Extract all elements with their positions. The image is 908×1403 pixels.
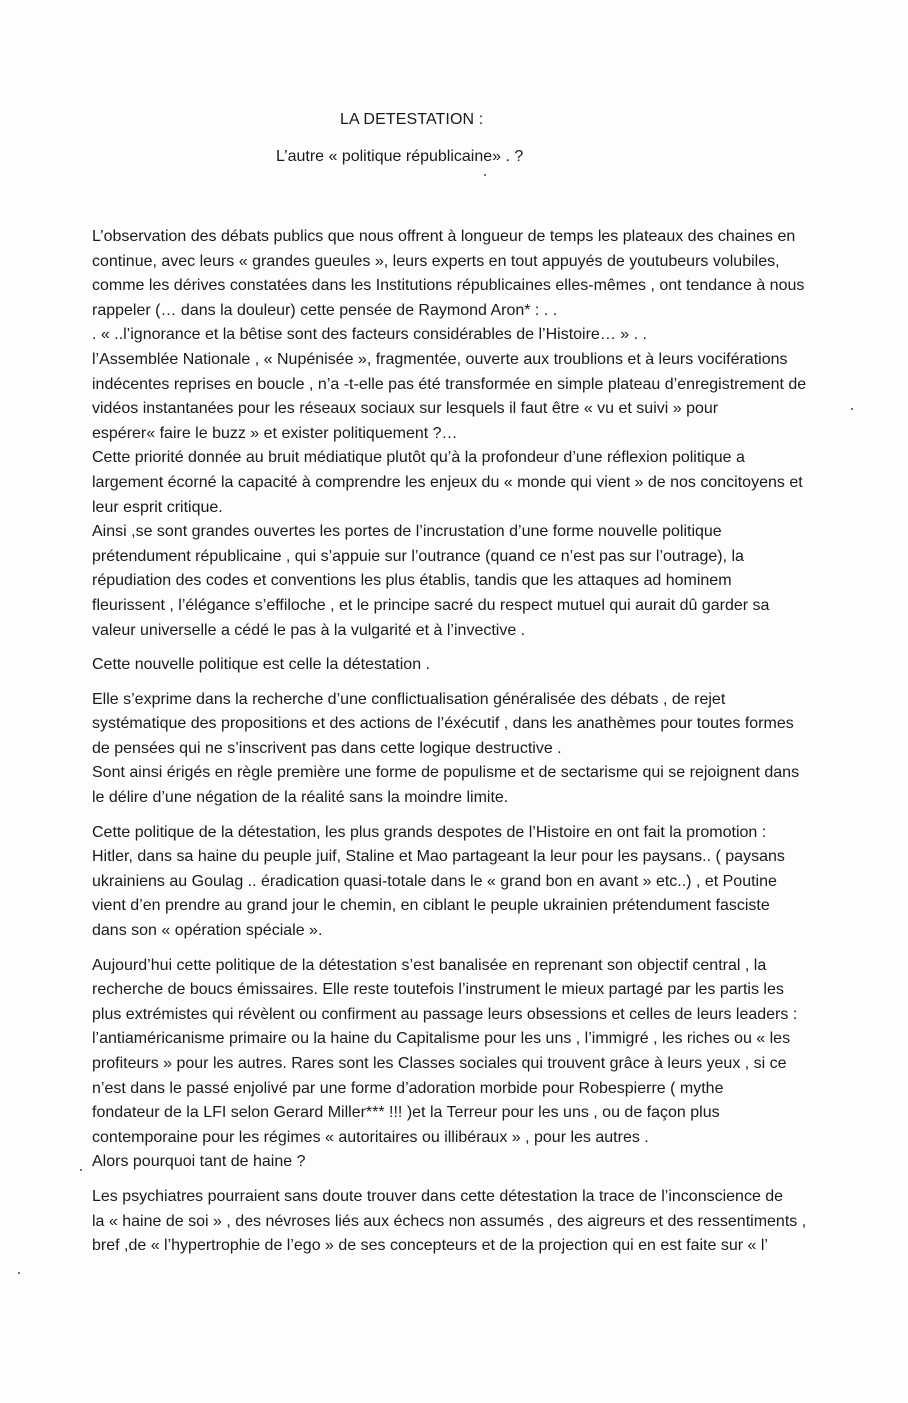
text-line: Aujourd’hui cette politique de la détestation s’est banalisée en reprenant son objectif central , la bbox=[92, 956, 767, 974]
text-line: rappeler (… dans la douleur) cette pensée de Raymond Aron* : . . bbox=[92, 301, 558, 319]
text-line: recherche de boucs émissaires. Elle reste toutefois l’instrument le mieux partagé par les partis les bbox=[92, 981, 784, 999]
text-line: indécentes reprises en boucle , n’a -t-elle pas été transformée en simple plateau d’enregistrement de bbox=[92, 375, 807, 393]
text-line: . « ..l’ignorance et la bêtise sont des facteurs considérables de l’Histoire… » . . bbox=[92, 326, 647, 344]
text-line: profiteurs » pour les autres. Rares sont les Classes sociales qui trouvent grâce à leurs yeux , si ce bbox=[92, 1055, 787, 1072]
scan-speck bbox=[80, 1169, 82, 1171]
paragraph bbox=[92, 821, 812, 944]
text-line: fleurissent , l’élégance s’effiloche , et le principe sacré du respect mutuel qui aurait dû garder sa bbox=[92, 596, 770, 614]
text-line: comme les dérives constatées dans les Institutions républicaines elles-mêmes , ont tendance à nous bbox=[92, 277, 805, 295]
text-line: espérer« faire le buzz » et exister politiquement ?… bbox=[92, 424, 458, 442]
text-line: contemporaine pour les régimes « autoritaires ou illibéraux » , pour les autres . bbox=[92, 1128, 649, 1146]
text-line: continue, avec leurs « grandes gueules », leurs experts en tout appuyés de youtubeurs volubiles, bbox=[92, 252, 780, 270]
document-body bbox=[92, 225, 812, 1259]
text-line: ukrainiens au Goulag .. éradication quasi-totale dans le « grand bon en avant » etc..) , et Poutine bbox=[92, 872, 777, 890]
paragraph bbox=[92, 1185, 812, 1259]
scan-speck bbox=[851, 408, 853, 410]
text-line: L’observation des débats publics que nous offrent à longueur de temps les plateaux des chaines en bbox=[92, 228, 796, 245]
paragraph-gap bbox=[92, 643, 812, 653]
text-line: Sont ainsi érigés en règle première une forme de populisme et de sectarisme qui se rejoignent dans bbox=[92, 764, 800, 782]
paragraph-gap bbox=[92, 811, 812, 821]
text-line: Cette nouvelle politique est celle la détestation . bbox=[92, 656, 430, 674]
text-line: n’est dans le passé enjolivé par une forme d’adoration morbide pour Robespierre ( mythe bbox=[92, 1079, 724, 1097]
text-line: dans son « opération spéciale ». bbox=[92, 922, 323, 940]
text-line: vidéos instantanées pour les réseaux sociaux sur lesquels il faut être « vu et suivi » pour bbox=[92, 400, 719, 418]
text-line: fondateur de la LFI selon Gerard Miller*** !!! )et la Terreur pour les uns , ou de façon plus bbox=[92, 1104, 720, 1122]
text-line: le délire d’une négation de la réalité sans la moindre limite. bbox=[92, 789, 509, 807]
text-line: Cette priorité donnée au bruit médiatique plutôt qu’à la profondeur d’une réflexion politique a bbox=[92, 449, 745, 467]
text-line: répudiation des codes et conventions les plus établis, tandis que les attaques ad hominem bbox=[92, 572, 732, 590]
text-line: Elle s’exprime dans la recherche d’une conflictualisation généralisée des débats , de rejet bbox=[92, 690, 726, 708]
text-line: systématique des propositions et des actions de l’éxécutif , dans les anathèmes pour toutes formes bbox=[92, 715, 794, 733]
text-line: prétendument républicaine , qui s’appuie sur l’outrance (quand ce n’est pas sur l’outrage), la bbox=[92, 547, 744, 565]
text-line: valeur universelle a cédé le pas à la vulgarité et à l’invective . bbox=[92, 621, 526, 639]
document-subtitle: L’autre « politique républicaine» . ? bbox=[276, 148, 524, 165]
paragraph bbox=[92, 954, 812, 1175]
document-title: LA DETESTATION : bbox=[340, 111, 484, 128]
text-line: Alors pourquoi tant de haine ? bbox=[92, 1153, 306, 1171]
text-line: Hitler, dans sa haine du peuple juif, Staline et Mao partageant la leur pour les paysans.. ( paysans bbox=[92, 848, 785, 866]
text-line: Ainsi ,se sont grandes ouvertes les portes de l’incrustation d’une forme nouvelle politique bbox=[92, 523, 722, 541]
text-line: Cette politique de la détestation, les plus grands despotes de l’Histoire en ont fait la promotion : bbox=[92, 823, 767, 841]
scan-speck bbox=[18, 1272, 20, 1274]
paragraph-gap bbox=[92, 944, 812, 954]
text-line: bref ,de « l’hypertrophie de l’ego » de ses concepteurs et de la projection qui en est faite sur « l’ bbox=[92, 1237, 768, 1255]
text-line: vient d’en prendre au grand jour le chemin, en ciblant le peuple ukrainien prétendument fasciste bbox=[92, 897, 770, 915]
text-line: Les psychiatres pourraient sans doute trouver dans cette détestation la trace de l’inconscience de bbox=[92, 1187, 784, 1205]
text-line: largement écorné la capacité à comprendre les enjeux du « monde qui vient » de nos concitoyens et bbox=[92, 473, 803, 491]
text-line: leur esprit critique. bbox=[92, 498, 223, 516]
paragraph bbox=[92, 688, 812, 811]
scan-speck bbox=[484, 174, 486, 176]
text-line: plus extrémistes qui révèlent ou confirment au passage leurs obsessions et celles de leurs leaders : bbox=[92, 1005, 798, 1023]
text-line: la « haine de soi » , des névroses liés aux échecs non assumés , des aigreurs et des ressentiments , bbox=[92, 1212, 807, 1230]
paragraph bbox=[92, 225, 812, 643]
text-line: l’antiaméricanisme primaire ou la haine du Capitalisme pour les uns , l’immigré , les riches ou « les bbox=[92, 1030, 791, 1048]
paragraph bbox=[92, 653, 812, 678]
text-line: l’Assemblée Nationale , « Nupénisée », fragmentée, ouverte aux troublions et à leurs vociférations bbox=[92, 350, 788, 368]
paragraph-gap bbox=[92, 1175, 812, 1185]
text-line: de pensées qui ne s’inscrivent pas dans cette logique destructive . bbox=[92, 739, 562, 757]
paragraph-gap bbox=[92, 678, 812, 688]
